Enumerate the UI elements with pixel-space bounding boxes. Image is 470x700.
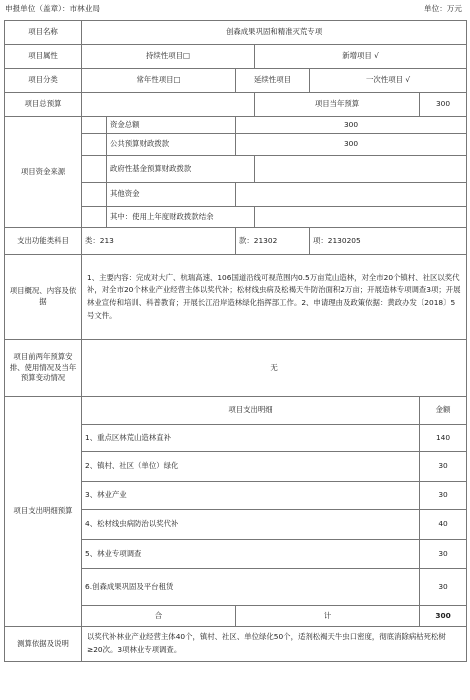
detail-item-amount: 30 bbox=[420, 569, 467, 606]
year-budget-value: 300 bbox=[420, 93, 467, 117]
funding-row-value bbox=[255, 156, 467, 183]
funding-prior-balance-value bbox=[255, 207, 467, 228]
funding-row-value: 300 bbox=[236, 134, 467, 156]
detail-item-name: 3、林业产业 bbox=[82, 482, 420, 510]
basis-text: 以奖代补林业产业经营主体40个，镇村、社区、单位绿化50个，适剂松褐天牛虫口密度，彻底消除病枯死松树≥20次。3项林业专项调查。 bbox=[82, 627, 467, 662]
prior-years-label: 项目前两年预算安排、使用情况及当年预算变动情况 bbox=[5, 340, 82, 397]
detail-budget-label: 项目支出明细预算 bbox=[5, 397, 82, 627]
detail-item-name: 4、松材线虫病防治以奖代补 bbox=[82, 510, 420, 540]
detail-item-amount: 30 bbox=[420, 540, 467, 569]
funding-row-label: 资金总额 bbox=[107, 117, 236, 134]
detail-total-right: 计 bbox=[236, 606, 420, 627]
category-annual-option: 常年性项目□ bbox=[82, 69, 236, 93]
project-attribute-label: 项目属性 bbox=[5, 45, 82, 69]
detail-total-amount: 300 bbox=[420, 606, 467, 627]
year-budget-label: 项目当年预算 bbox=[255, 93, 420, 117]
category-extended-option: 延续性项目 bbox=[236, 69, 310, 93]
detail-item-name: 2、镇村、社区（单位）绿化 bbox=[82, 452, 420, 482]
project-name-label: 项目名称 bbox=[5, 21, 82, 45]
funding-row-label: 政府性基金预算财政拨款 bbox=[107, 156, 255, 183]
attribute-continuing-option: 持续性项目□ bbox=[82, 45, 255, 69]
detail-item-amount: 140 bbox=[420, 425, 467, 452]
detail-total-left: 合 bbox=[82, 606, 236, 627]
function-code-class: 类：213 bbox=[82, 228, 236, 255]
detail-item-name: 5、林业专项调查 bbox=[82, 540, 420, 569]
reporting-unit-label: 申报单位（盖章）：市林业局 bbox=[5, 4, 100, 13]
category-one-time-option: 一次性项目 √ bbox=[310, 69, 467, 93]
detail-item-amount: 40 bbox=[420, 510, 467, 540]
currency-unit-label: 单位：万元 bbox=[424, 4, 462, 13]
overview-label: 项目概况、内容及依据 bbox=[5, 255, 82, 340]
funding-prior-balance-label: 其中：使用上年度财政拨款结余 bbox=[107, 207, 255, 228]
detail-item-amount: 30 bbox=[420, 452, 467, 482]
function-code-subitem: 项：2130205 bbox=[310, 228, 467, 255]
funding-spacer bbox=[82, 207, 107, 228]
project-name-value: 创森成果巩固和精准灭荒专项 bbox=[82, 21, 467, 45]
funding-row-label: 公共预算财政拨款 bbox=[107, 134, 236, 156]
funding-spacer bbox=[82, 183, 107, 207]
funding-row-label: 其他资金 bbox=[107, 183, 236, 207]
funding-row-value bbox=[236, 183, 467, 207]
detail-head-amount: 金额 bbox=[420, 397, 467, 425]
detail-item-name: 1、重点区林荒山造林直补 bbox=[82, 425, 420, 452]
prior-years-value: 无 bbox=[82, 340, 467, 397]
total-budget-value bbox=[82, 93, 255, 117]
detail-item-amount: 30 bbox=[420, 482, 467, 510]
detail-head-item: 项目支出明细 bbox=[82, 397, 420, 425]
project-category-label: 项目分类 bbox=[5, 69, 82, 93]
funding-spacer bbox=[82, 156, 107, 183]
overview-text: 1、主要内容：完成对大广、杭瑞高速、106国道沿线可视范围内0.5万亩荒山造林，对全市20个镇村、社区以奖代补，对全市20个林业产业经营主体以奖代补；松材线虫病及松褐天牛防治面积2万亩；开展造林专项调查3项；开展林业宣传和培训、科普教育；开展长江沿岸造林绿化指挥部工作。2、申请理由及政策依据：黄政办发〔2018〕5号文件。 bbox=[82, 255, 467, 340]
budget-form-table bbox=[4, 20, 467, 662]
function-code-item: 款：21302 bbox=[236, 228, 310, 255]
attribute-new-option: 新增项目 √ bbox=[255, 45, 467, 69]
total-budget-label: 项目总预算 bbox=[5, 93, 82, 117]
funding-row-value: 300 bbox=[236, 117, 467, 134]
function-code-label: 支出功能类科目 bbox=[5, 228, 82, 255]
funding-spacer bbox=[82, 134, 107, 156]
funding-source-label: 项目资金来源 bbox=[5, 117, 82, 228]
basis-label: 测算依据及说明 bbox=[5, 627, 82, 662]
funding-spacer bbox=[82, 117, 107, 134]
detail-item-name: 6.创森成果巩固及平台租赁 bbox=[82, 569, 420, 606]
